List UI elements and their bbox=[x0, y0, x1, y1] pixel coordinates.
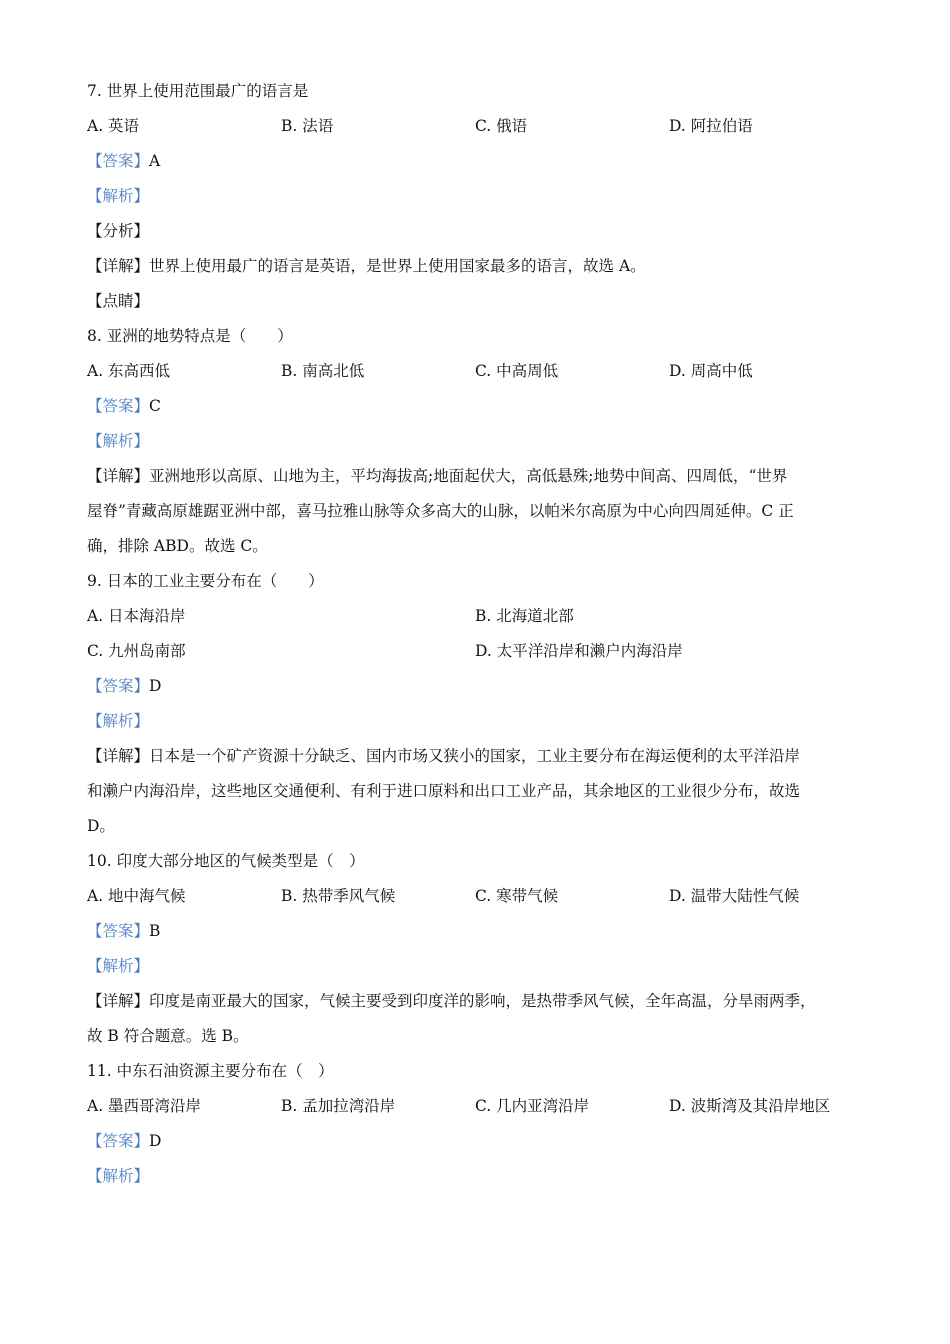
answer-value: C bbox=[149, 397, 161, 415]
detail-text: 确，排除 ABD。故选 C。 bbox=[87, 537, 268, 555]
detail-text: 屋脊”青藏高原雄踞亚洲中部，喜马拉雅山脉等众多高大的山脉，以帕米尔高原为中心向四周延伸。C 正 bbox=[87, 502, 794, 520]
option-c: C. 几内亚湾沿岸 bbox=[475, 1097, 590, 1115]
answer-value: D bbox=[149, 1132, 162, 1150]
answer-value: D bbox=[149, 677, 162, 695]
option-a: A. 墨西哥湾沿岸 bbox=[87, 1097, 202, 1115]
option-a: A. 东高西低 bbox=[87, 362, 171, 380]
question-stem: 7. 世界上使用范围最广的语言是 bbox=[87, 82, 309, 100]
detail-text: D。 bbox=[87, 817, 115, 835]
answer-line bbox=[87, 1124, 877, 1159]
answer-line bbox=[87, 144, 877, 179]
options-row bbox=[87, 879, 877, 914]
detail-text: 印度是南亚最大的国家，气候主要受到印度洋的影响，是热带季风气候，全年高温，分旱雨两季， bbox=[149, 992, 816, 1010]
answer-label: 【答案】 bbox=[87, 397, 150, 415]
detail-line bbox=[87, 739, 877, 774]
option-c: C. 俄语 bbox=[475, 117, 528, 135]
detail-line bbox=[87, 984, 877, 1019]
detail-line bbox=[87, 249, 877, 284]
option-d: D. 阿拉伯语 bbox=[669, 117, 753, 135]
analysis-label: 【解析】 bbox=[87, 957, 150, 975]
detail-text: 日本是一个矿产资源十分缺乏、国内市场又狭小的国家，工业主要分布在海运便利的太平洋沿岸 bbox=[149, 747, 801, 765]
question-stem: 9. 日本的工业主要分布在（ ） bbox=[87, 572, 324, 590]
option-c: C. 中高周低 bbox=[475, 362, 559, 380]
detail-text: 世界上使用最广的语言是英语，是世界上使用国家最多的语言，故选 A。 bbox=[149, 257, 646, 275]
option-d: D. 周高中低 bbox=[669, 362, 753, 380]
answer-line bbox=[87, 914, 877, 949]
answer-label: 【答案】 bbox=[87, 1132, 150, 1150]
option-d: D. 太平洋沿岸和濑户内海沿岸 bbox=[475, 642, 683, 660]
question-stem: 11. 中东石油资源主要分布在（ ） bbox=[87, 1062, 334, 1080]
analysis-label: 【解析】 bbox=[87, 432, 150, 450]
analysis-label: 【解析】 bbox=[87, 712, 150, 730]
analysis-label: 【解析】 bbox=[87, 187, 150, 205]
options-row bbox=[87, 599, 877, 634]
detail-line bbox=[87, 459, 877, 494]
document-page bbox=[87, 74, 877, 1194]
option-a: A. 地中海气候 bbox=[87, 887, 186, 905]
detail-text: 故 B 符合题意。选 B。 bbox=[87, 1027, 249, 1045]
answer-line bbox=[87, 389, 877, 424]
answer-value: A bbox=[149, 152, 161, 170]
detail-text: 和濑户内海沿岸，这些地区交通便利、有利于进口原料和出口工业产品，其余地区的工业很少分布，故选 bbox=[87, 782, 801, 800]
option-b: B. 孟加拉湾沿岸 bbox=[281, 1097, 396, 1115]
detail-label: 【详解】 bbox=[87, 747, 150, 765]
option-b: B. 北海道北部 bbox=[475, 607, 574, 625]
options-row bbox=[87, 109, 877, 144]
option-b: B. 南高北低 bbox=[281, 362, 365, 380]
option-c: C. 寒带气候 bbox=[475, 887, 559, 905]
detail-text: 亚洲地形以高原、山地为主，平均海拔高;地面起伏大，高低悬殊;地势中间高、四周低，“世界 bbox=[149, 467, 788, 485]
answer-label: 【答案】 bbox=[87, 152, 150, 170]
options-row bbox=[87, 354, 877, 389]
option-a: A. 日本海沿岸 bbox=[87, 607, 186, 625]
detail-label: 【详解】 bbox=[87, 992, 150, 1010]
analysis-label: 【解析】 bbox=[87, 1167, 150, 1185]
fenxi-label: 【分析】 bbox=[87, 222, 150, 240]
option-a: A. 英语 bbox=[87, 117, 140, 135]
options-row bbox=[87, 1089, 877, 1124]
answer-label: 【答案】 bbox=[87, 677, 150, 695]
dianjing-label: 【点睛】 bbox=[87, 292, 150, 310]
detail-label: 【详解】 bbox=[87, 467, 150, 485]
option-c: C. 九州岛南部 bbox=[87, 642, 186, 660]
question-stem: 8. 亚洲的地势特点是（ ） bbox=[87, 327, 293, 345]
option-d: D. 温带大陆性气候 bbox=[669, 887, 800, 905]
option-d: D. 波斯湾及其沿岸地区 bbox=[669, 1097, 831, 1115]
detail-label: 【详解】 bbox=[87, 257, 150, 275]
option-b: B. 法语 bbox=[281, 117, 334, 135]
question-stem: 10. 印度大部分地区的气候类型是（ ） bbox=[87, 852, 365, 870]
answer-value: B bbox=[149, 922, 161, 940]
answer-label: 【答案】 bbox=[87, 922, 150, 940]
answer-line bbox=[87, 669, 877, 704]
option-b: B. 热带季风气候 bbox=[281, 887, 396, 905]
options-row bbox=[87, 634, 877, 669]
